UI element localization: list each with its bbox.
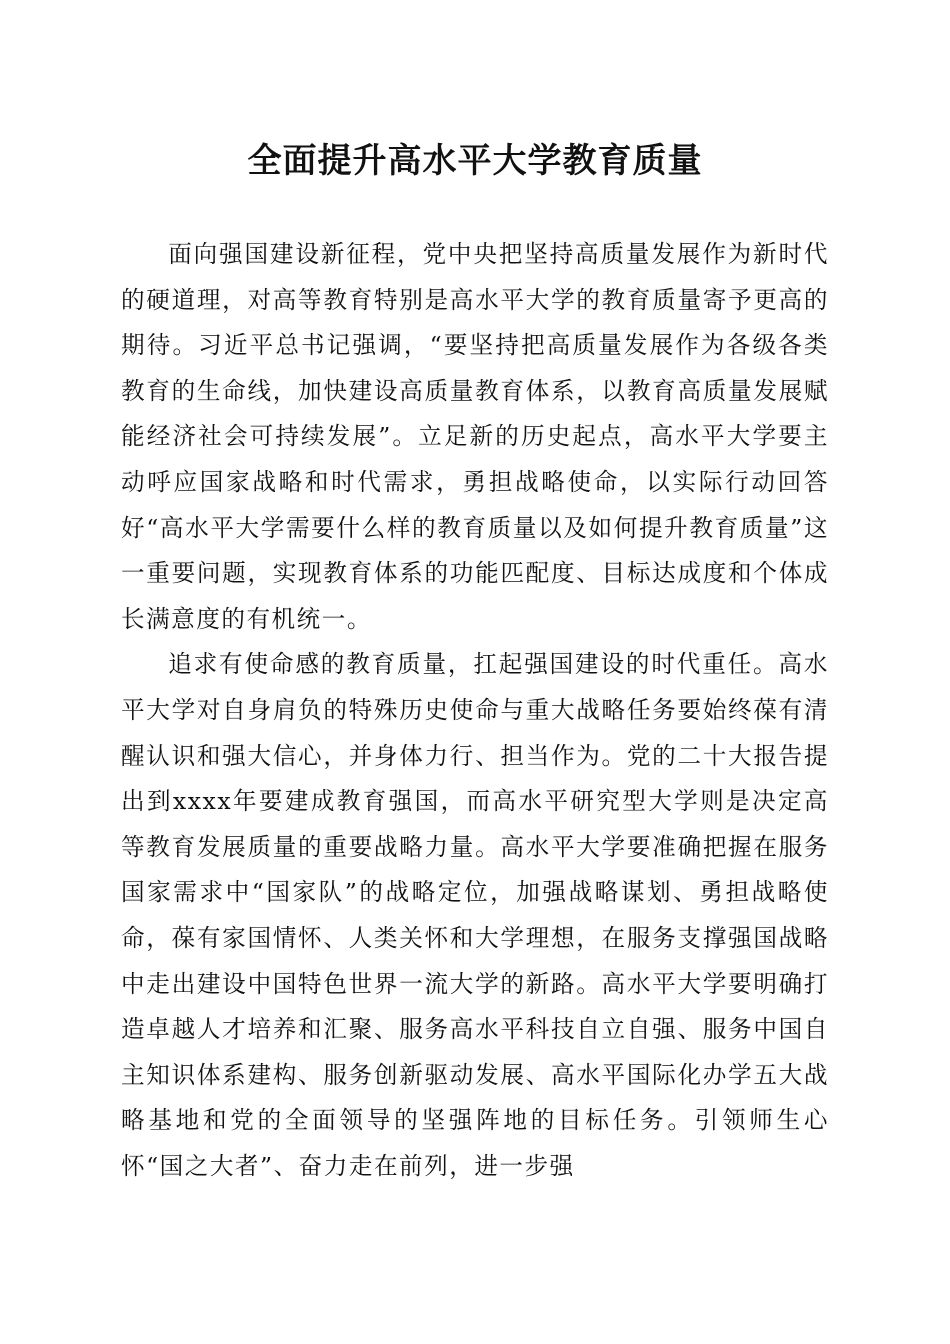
paragraph: 追求有使命感的教育质量，扛起强国建设的时代重任。高水平大学对自身肩负的特殊历史使命与重大战略任务要始终葆有清醒认识和强大信心，并身体力行、担当作为。党的二十大报告提出到xxxx年要建成教育强国，而高水平研究型大学则是决定高等教育发展质量的重要战略力量。高水平大学要准确把握在服务国家需求中“国家队”的战略定位，加强战略谋划、勇担战略使命，葆有家国情怀、人类关怀和大学理想，在服务支撑强国战略中走出建设中国特色世界一流大学的新路。高水平大学要明确打造卓越人才培养和汇聚、服务高水平科技自立自强、服务中国自主知识体系建构、服务创新驱动发展、高水平国际化办学五大战略基地和党的全面领导的坚强阵地的目标任务。引领师生心怀“国之大者”、奋力走在前列，进一步强 [121, 650, 829, 1180]
document-body [121, 232, 829, 1189]
paragraph: 面向强国建设新征程，党中央把坚持高质量发展作为新时代的硬道理，对高等教育特别是高水平大学的教育质量寄予更高的期待。习近平总书记强调，“要坚持把高质量发展作为各级各类教育的生命线，加快建设高质量教育体系，以教育高质量发展赋能经济社会可持续发展”。立足新的历史起点，高水平大学要主动呼应国家战略和时代需求，勇担战略使命，以实际行动回答好“高水平大学需要什么样的教育质量以及如何提升教育质量”这一重要问题，实现教育体系的功能匹配度、目标达成度和个体成长满意度的有机统一。 [121, 240, 829, 633]
document-title: 全面提升高水平大学教育质量 [247, 141, 703, 181]
